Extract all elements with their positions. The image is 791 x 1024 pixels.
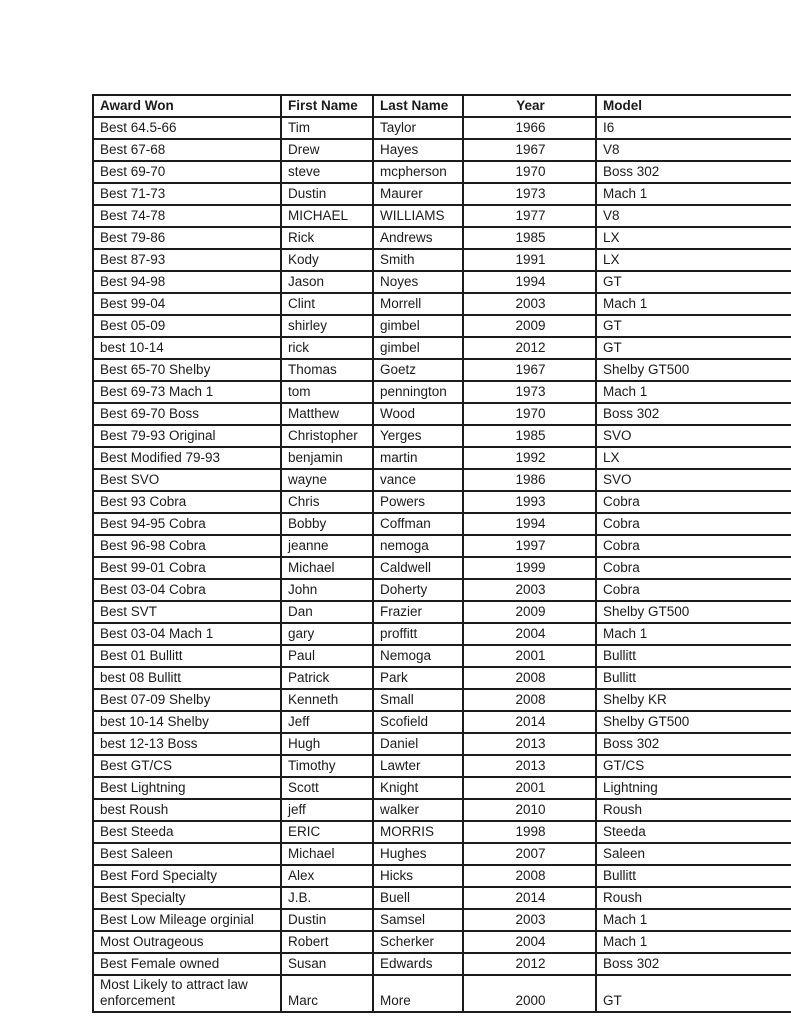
model-cell: Cobra [596,535,791,557]
year-cell: 1992 [463,447,596,469]
award-cell: Best Saleen [93,843,281,865]
table-row [93,799,791,821]
column-header-award: Award Won [93,95,281,117]
first-name-cell: Chris [281,491,373,513]
last-name-cell: Nemoga [373,645,463,667]
year-cell: 2012 [463,337,596,359]
model-cell: Roush [596,887,791,909]
year-cell: 2008 [463,667,596,689]
first-name-cell: gary [281,623,373,645]
table-row [93,491,791,513]
year-cell: 2013 [463,755,596,777]
model-cell: Roush [596,799,791,821]
column-header-first-name: First Name [281,95,373,117]
model-cell: LX [596,227,791,249]
model-cell: Cobra [596,579,791,601]
first-name-cell: jeanne [281,535,373,557]
model-cell: Mach 1 [596,909,791,931]
award-cell: best 08 Bullitt [93,667,281,689]
year-cell: 1973 [463,183,596,205]
award-cell: Best 74-78 [93,205,281,227]
year-cell: 1999 [463,557,596,579]
year-cell: 2013 [463,733,596,755]
year-cell: 1993 [463,491,596,513]
table-row [93,689,791,711]
first-name-cell: Michael [281,557,373,579]
award-cell: Best SVT [93,601,281,623]
last-name-cell: gimbel [373,337,463,359]
award-cell: Best GT/CS [93,755,281,777]
award-cell: Best Specialty [93,887,281,909]
last-name-cell: Scofield [373,711,463,733]
award-cell: Best 79-86 [93,227,281,249]
last-name-cell: Small [373,689,463,711]
table-row [93,909,791,931]
last-name-cell: Goetz [373,359,463,381]
year-cell: 2003 [463,909,596,931]
first-name-cell: wayne [281,469,373,491]
last-name-cell: Daniel [373,733,463,755]
last-name-cell: proffitt [373,623,463,645]
model-cell: Bullitt [596,645,791,667]
award-cell: Best 99-04 [93,293,281,315]
year-cell: 1994 [463,513,596,535]
last-name-cell: Frazier [373,601,463,623]
year-cell: 1966 [463,117,596,139]
table-row [93,579,791,601]
table-row [93,645,791,667]
table-row [93,623,791,645]
model-cell: Bullitt [596,865,791,887]
table-row [93,337,791,359]
last-name-cell: Noyes [373,271,463,293]
last-name-cell: Wood [373,403,463,425]
year-cell: 2008 [463,865,596,887]
last-name-cell: More [373,975,463,1012]
award-cell: Best 03-04 Mach 1 [93,623,281,645]
year-cell: 2010 [463,799,596,821]
award-cell: Best 01 Bullitt [93,645,281,667]
first-name-cell: Drew [281,139,373,161]
year-cell: 2014 [463,711,596,733]
table-row [93,557,791,579]
table-row [93,865,791,887]
model-cell: Cobra [596,513,791,535]
year-cell: 1977 [463,205,596,227]
year-cell: 1985 [463,425,596,447]
first-name-cell: ERIC [281,821,373,843]
model-cell: LX [596,447,791,469]
model-cell: LX [596,249,791,271]
year-cell: 1970 [463,403,596,425]
last-name-cell: Samsel [373,909,463,931]
table-row [93,293,791,315]
first-name-cell: Christopher [281,425,373,447]
table-row [93,205,791,227]
model-cell: Boss 302 [596,403,791,425]
year-cell: 1991 [463,249,596,271]
first-name-cell: Bobby [281,513,373,535]
first-name-cell: John [281,579,373,601]
year-cell: 1986 [463,469,596,491]
table-row [93,821,791,843]
first-name-cell: Susan [281,953,373,975]
award-cell: Best 64.5-66 [93,117,281,139]
last-name-cell: Buell [373,887,463,909]
year-cell: 2001 [463,777,596,799]
model-cell: Bullitt [596,667,791,689]
year-cell: 2007 [463,843,596,865]
first-name-cell: Patrick [281,667,373,689]
table-row [93,777,791,799]
last-name-cell: walker [373,799,463,821]
last-name-cell: Hicks [373,865,463,887]
table-row [93,161,791,183]
year-cell: 1985 [463,227,596,249]
model-cell: SVO [596,425,791,447]
last-name-cell: Taylor [373,117,463,139]
last-name-cell: Coffman [373,513,463,535]
year-cell: 2001 [463,645,596,667]
year-cell: 1970 [463,161,596,183]
last-name-cell: Park [373,667,463,689]
last-name-cell: Caldwell [373,557,463,579]
year-cell: 2012 [463,953,596,975]
last-name-cell: nemoga [373,535,463,557]
model-cell: Boss 302 [596,953,791,975]
award-cell: Best 94-98 [93,271,281,293]
table-row [93,227,791,249]
model-cell: Boss 302 [596,733,791,755]
first-name-cell: Matthew [281,403,373,425]
model-cell: Shelby GT500 [596,359,791,381]
model-cell: Mach 1 [596,381,791,403]
last-name-cell: Knight [373,777,463,799]
table-row [93,887,791,909]
model-cell: Shelby KR [596,689,791,711]
award-cell: Best 05-09 [93,315,281,337]
award-cell: Best 69-73 Mach 1 [93,381,281,403]
first-name-cell: Kenneth [281,689,373,711]
table-row [93,381,791,403]
model-cell: Cobra [596,491,791,513]
last-name-cell: Scherker [373,931,463,953]
year-cell: 2009 [463,315,596,337]
last-name-cell: gimbel [373,315,463,337]
award-cell: Best 79-93 Original [93,425,281,447]
year-cell: 2000 [463,975,596,1012]
first-name-cell: Thomas [281,359,373,381]
award-cell: Best Steeda [93,821,281,843]
award-cell: Best 93 Cobra [93,491,281,513]
model-cell: Lightning [596,777,791,799]
award-cell: Best Low Mileage orginial [93,909,281,931]
last-name-cell: Yerges [373,425,463,447]
table-row [93,535,791,557]
model-cell: Shelby GT500 [596,601,791,623]
first-name-cell: steve [281,161,373,183]
model-cell: I6 [596,117,791,139]
last-name-cell: MORRIS [373,821,463,843]
award-cell: Best Modified 79-93 [93,447,281,469]
table-row [93,271,791,293]
award-cell: Best 67-68 [93,139,281,161]
award-cell: Best 87-93 [93,249,281,271]
year-cell: 1998 [463,821,596,843]
table-row [93,667,791,689]
first-name-cell: Marc [281,975,373,1012]
table-row [93,513,791,535]
table-row [93,447,791,469]
last-name-cell: Edwards [373,953,463,975]
model-cell: V8 [596,139,791,161]
model-cell: Mach 1 [596,293,791,315]
table-row [93,711,791,733]
last-name-cell: Maurer [373,183,463,205]
first-name-cell: MICHAEL [281,205,373,227]
year-cell: 1997 [463,535,596,557]
table-row [93,425,791,447]
year-cell: 1994 [463,271,596,293]
table-row [93,469,791,491]
table-row [93,403,791,425]
year-cell: 2003 [463,293,596,315]
last-name-cell: martin [373,447,463,469]
year-cell: 1967 [463,139,596,161]
award-cell: Most Likely to attract law enforcement [93,975,281,1012]
award-cell: Best 65-70 Shelby [93,359,281,381]
model-cell: Cobra [596,557,791,579]
table-row [93,183,791,205]
award-cell: Best Ford Specialty [93,865,281,887]
model-cell: V8 [596,205,791,227]
award-cell: Best Lightning [93,777,281,799]
first-name-cell: Dustin [281,183,373,205]
column-header-year: Year [463,95,596,117]
award-cell: Best SVO [93,469,281,491]
first-name-cell: shirley [281,315,373,337]
model-cell: Mach 1 [596,183,791,205]
model-cell: Mach 1 [596,623,791,645]
award-cell: best Roush [93,799,281,821]
year-cell: 2008 [463,689,596,711]
award-cell: best 10-14 [93,337,281,359]
award-cell: best 12-13 Boss [93,733,281,755]
table-row [93,139,791,161]
award-cell: Best 71-73 [93,183,281,205]
model-cell: Steeda [596,821,791,843]
column-header-model: Model [596,95,791,117]
award-cell: Best 96-98 Cobra [93,535,281,557]
first-name-cell: Dustin [281,909,373,931]
year-cell: 1973 [463,381,596,403]
award-cell: Most Outrageous [93,931,281,953]
first-name-cell: Rick [281,227,373,249]
award-cell: Best 69-70 Boss [93,403,281,425]
table-row [93,975,791,1012]
last-name-cell: Doherty [373,579,463,601]
year-cell: 2004 [463,623,596,645]
year-cell: 2014 [463,887,596,909]
first-name-cell: Hugh [281,733,373,755]
column-header-last-name: Last Name [373,95,463,117]
award-cell: Best 03-04 Cobra [93,579,281,601]
table-row [93,733,791,755]
model-cell: Mach 1 [596,931,791,953]
table-row [93,249,791,271]
year-cell: 2009 [463,601,596,623]
year-cell: 2003 [463,579,596,601]
last-name-cell: Hughes [373,843,463,865]
table-row [93,843,791,865]
first-name-cell: Jason [281,271,373,293]
first-name-cell: Dan [281,601,373,623]
first-name-cell: Clint [281,293,373,315]
model-cell: Boss 302 [596,161,791,183]
award-cell: Best 07-09 Shelby [93,689,281,711]
award-cell: Best 94-95 Cobra [93,513,281,535]
first-name-cell: Kody [281,249,373,271]
first-name-cell: rick [281,337,373,359]
table-row [93,755,791,777]
last-name-cell: Andrews [373,227,463,249]
table-row [93,953,791,975]
table-row [93,117,791,139]
last-name-cell: mcpherson [373,161,463,183]
first-name-cell: Scott [281,777,373,799]
table-row [93,601,791,623]
first-name-cell: jeff [281,799,373,821]
first-name-cell: Michael [281,843,373,865]
first-name-cell: Alex [281,865,373,887]
model-cell: Shelby GT500 [596,711,791,733]
year-cell: 2004 [463,931,596,953]
last-name-cell: Morrell [373,293,463,315]
last-name-cell: Hayes [373,139,463,161]
model-cell: GT [596,315,791,337]
last-name-cell: WILLIAMS [373,205,463,227]
first-name-cell: tom [281,381,373,403]
model-cell: SVO [596,469,791,491]
last-name-cell: pennington [373,381,463,403]
table-row [93,315,791,337]
last-name-cell: Powers [373,491,463,513]
model-cell: GT [596,975,791,1012]
table-row [93,931,791,953]
first-name-cell: Timothy [281,755,373,777]
last-name-cell: vance [373,469,463,491]
awards-table [92,94,791,1013]
award-cell: best 10-14 Shelby [93,711,281,733]
first-name-cell: Jeff [281,711,373,733]
award-cell: Best Female owned [93,953,281,975]
model-cell: GT [596,337,791,359]
last-name-cell: Smith [373,249,463,271]
first-name-cell: Tim [281,117,373,139]
year-cell: 1967 [463,359,596,381]
model-cell: GT [596,271,791,293]
last-name-cell: Lawter [373,755,463,777]
first-name-cell: benjamin [281,447,373,469]
table-row [93,359,791,381]
award-cell: Best 69-70 [93,161,281,183]
first-name-cell: J.B. [281,887,373,909]
first-name-cell: Robert [281,931,373,953]
first-name-cell: Paul [281,645,373,667]
model-cell: Saleen [596,843,791,865]
table-header-row [93,95,791,117]
award-cell: Best 99-01 Cobra [93,557,281,579]
model-cell: GT/CS [596,755,791,777]
